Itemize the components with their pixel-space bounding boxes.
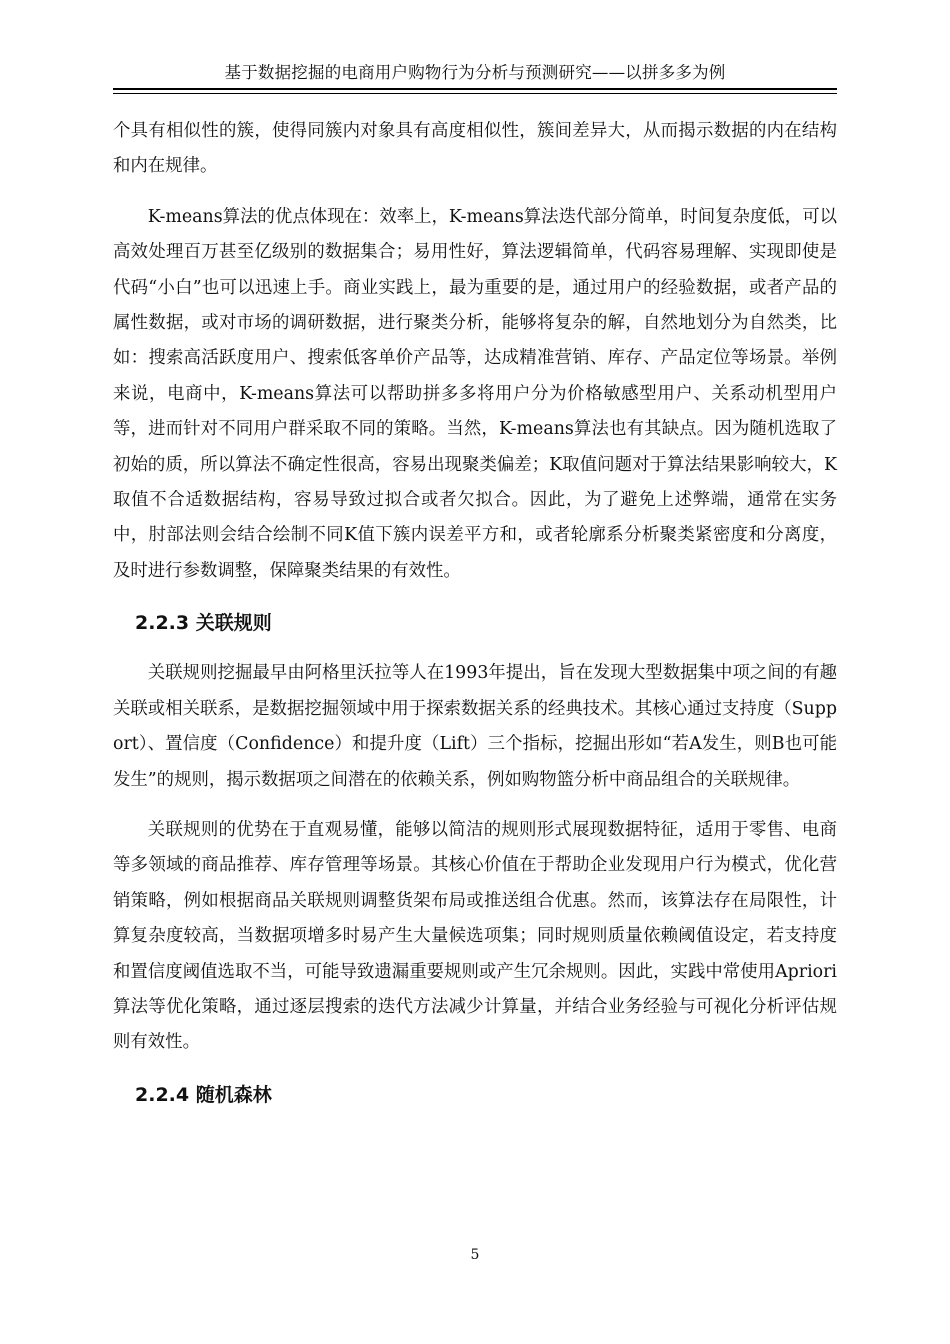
section-heading-association-rules: 2.2.3 关联规则 — [135, 612, 272, 635]
header-rule-thick — [113, 88, 837, 90]
paragraph-kmeans: K-means算法的优点体现在：效率上，K-means算法迭代部分简单，时间复杂度低，可以高效处理百万甚至亿级别的数据集合；易用性好，算法逻辑简单，代码容易理解、实现即使是代码“小白”也可以迅速上手。商业实践上，最为重要的是，通过用户的经验数据，或者产品的属性数据，或对市场的调研数据，进行聚类分析，能够将复杂的解，自然地划分为自然类，比如：搜索高活跃度用户、搜索低客单价产品等，达成精准营销、库存、产品定位等场景。举例来说，电商中，K-means算法可以帮助拼多多将用户分为价格敏感型用户、关系动机型用户等，进而针对不同用户群采取不同的策略。当然，K-means算法也有其缺点。因为随机选取了初始的质，所以算法不确定性很高，容易出现聚类偏差；K取值问题对于算法结果影响较大，K取值不合适数据结构，容易导致过拟合或者欠拟合。因此，为了避免上述弊端，通常在实务中，肘部法则会结合绘制不同K值下簇内误差平方和，或者轮廓系分析聚类紧密度和分离度，及时进行参数调整，保障聚类结果的有效性。 — [113, 206, 837, 581]
header-rule-thin — [113, 93, 837, 94]
paragraph-association-intro: 关联规则挖掘最早由阿格里沃拉等人在1993年提出，旨在发现大型数据集中项之间的有趣关联或相关联系，是数据挖掘领域中用于探索数据关系的经典技术。其核心通过支持度（Support）、置信度（Confidence）和提升度（Lift）三个指标，挖掘出形如“若A发生，则B也可能发生”的规则，揭示数据项之间潜在的依赖关系，例如购物篮分析中商品组合的关联规律。 — [113, 663, 837, 790]
paragraph-association-pros-cons: 关联规则的优势在于直观易懂，能够以简洁的规则形式展现数据特征，适用于零售、电商等多领域的商品推荐、库存管理等场景。其核心价值在于帮助企业发现用户行为模式，优化营销策略，例如根据商品关联规则调整货架布局或推送组合优惠。然而，该算法存在局限性，计算复杂度较高，当数据项增多时易产生大量候选项集；同时规则质量依赖阈值设定，若支持度和置信度阈值选取不当，可能导致遗漏重要规则或产生冗余规则。因此，实践中常使用Apriori算法等优化策略，通过逐层搜索的迭代方法减少计算量，并结合业务经验与可视化分析评估规则有效性。 — [113, 819, 837, 1053]
running-header: 基于数据挖掘的电商用户购物行为分析与预测研究——以拼多多为例 — [224, 63, 726, 82]
page-number: 5 — [470, 1247, 480, 1263]
section-heading-random-forest: 2.2.4 随机森林 — [135, 1083, 272, 1106]
paragraph-continuation: 个具有相似性的簇，使得同簇内对象具有高度相似性，簇间差异大，从而揭示数据的内在结构和内在规律。 — [113, 121, 837, 177]
page-body — [113, 114, 837, 1113]
